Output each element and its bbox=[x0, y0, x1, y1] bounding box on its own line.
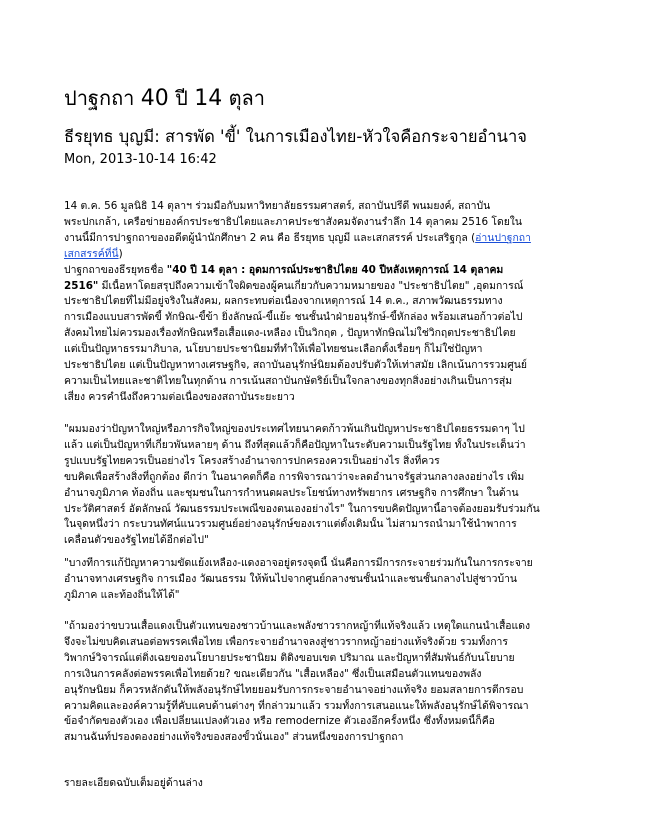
quote-line: แล้ว แต่เป็นปัญหาที่เกี่ยวพันหลายๆ ด้าน ถึงที่สุดแล้วก็คือปัญหาในระดับความเป็นรัฐไทย ทั้งในประเด็นว่า bbox=[64, 438, 526, 451]
quote-line: การเงินการคลังต่อพรรคเพื่อไทยด้วย? ขณะเดียวกัน "เสื้อเหลือง" ซึ่งเป็นเสมือนตัวแทนของพลัง bbox=[64, 667, 482, 680]
speech-title-bold-end: 2516" bbox=[64, 279, 99, 292]
intro-line bbox=[64, 247, 592, 263]
quote-line: ขบคิดเพื่อสร้างสิ่งที่ถูกต้อง ดีกว่า ในอนาคตก็คือ การพิจารณาว่าจะลดอำนาจรัฐส่วนกลางลงอย่างไร เพิ่ม bbox=[64, 470, 525, 483]
quote-line: ภูมิภาค และท้องถิ่นให้ได้" bbox=[64, 588, 180, 601]
quote-line: วิพากษ์วิจารณ์แต่ติ่งเฉยของนโยบายประชานิยม ติดิงขอบเขต ปริมาณ และปัญหาที่สัมพันธ์กับนโยบาย bbox=[64, 651, 515, 664]
quote-line: ในจุดหนึ่งว่า กระบวนทัศน์แนวรวมศูนย์อย่างอนุรักษ์ของเราแต่ดั้งเดิมนั้น ไม่สามารถนำมาใช้นำพาการ bbox=[64, 518, 517, 531]
quote-line: ข้อจำกัดของตัวเอง เพื่อเปลี่ยนแปลงตัวเอง หรือ remodernize ตัวเองอีกครั้งหนึ่ง ซึ่งทั้งหมดนี้ก็คือ bbox=[64, 715, 495, 728]
intro-line: การเมืองแบบสารพัดขี้ ทักษิณ-ขี้ข้า ยิ่งลักษณ์-ขี้แย้ะ ชนชั้นนำฝ่ายอนุรักษ์-ขี้หักล่อง พร้อมเสนอก้าวต่อไป bbox=[64, 311, 523, 324]
intro-line: พระปกเกล้า, เครือข่ายองค์กรประชาธิปไตยและภาคประชาสังคมจัดงานรำลึก 14 ตุลาคม 2516 โดยใน bbox=[64, 215, 522, 228]
quote-line: รูปแบบรัฐไทยควรเป็นอย่างไร โครงสร้างอำนาจการปกครองควรเป็นอย่างไร สิ่งที่ควร bbox=[64, 454, 440, 467]
intro-line-text: มีเนื้อหาโดยสรุปถึงความเข้าใจผิดของผู้คนเกี่ยวกับความหมายของ "ประชาธิปไตย" ,อุดมการณ์ bbox=[98, 279, 524, 292]
title-suffix: ตุลา bbox=[228, 86, 266, 110]
intro-line: สังคมไทยไม่ควรมองเรื่องทักษิณหรือเสื้อแดง-เหลือง เป็นวิกฤต , ปัญหาทักษิณไม่ใช่วิกฤตประชาธิปไตย bbox=[64, 327, 516, 340]
intro-line-text: ) bbox=[118, 247, 123, 260]
article-headline: ธีรยุทธ บุญมี: สารพัด 'ขี้' ในการเมืองไทย-หัวใจคือกระจายอำนาจ bbox=[64, 127, 527, 146]
quote-line: อำนาจทางเศรษฐกิจ การเมือง วัฒนธรรม ให้พ้นไปจากศูนย์กลางชนชั้นนำและชนชั้นกลางไปสู่ชาวบ้าน bbox=[64, 572, 518, 585]
link-read-speech[interactable]: อ่านปาฐกถา bbox=[475, 231, 531, 244]
quote-line: สมานฉันท์ปรองดองอย่างแท้จริงของสองขั้วนั่นเอง" ส่วนหนึ่งของการปาฐกถา bbox=[64, 731, 404, 744]
title-prefix: ปาฐกถา bbox=[64, 86, 135, 110]
title-number-14: 14 bbox=[194, 86, 223, 111]
quote-line: ความคิดและองค์ความรู้ที่คับแคบด้านต่างๆ ที่กล่าวมาแล้ว รวมทั้งการเสนอแนะให้พลังอนุรักษ์ได้พิจารณา bbox=[64, 699, 529, 712]
quote-line: เคลื่อนตัวของรัฐไทยได้อีกต่อไป" bbox=[64, 534, 209, 547]
intro-line: ประชาธิปไตย แต่เป็นปัญหาทางเศรษฐกิจ, สถาบันอนุรักษ์นิยมต้องปรับตัวให้เท่าสมัย เลิกเน้นการรวมศูนย์ bbox=[64, 359, 527, 372]
intro-line: ประชาธิปไตยที่ไม่มีอยู่จริงในสังคม, ผลกระทบต่อเนื่องจากเหตุการณ์ 14 ต.ค., สภาพวัฒนธรรมทาง bbox=[64, 295, 503, 308]
intro-line: ความเป็นไทยและชาติไทยในทุกด้าน การเน้นสถาบันกษัตริย์เป็นใจกลางของทุกสิ่งอย่างเกินเป็นการสุ่ม bbox=[64, 374, 513, 387]
intro-paragraph bbox=[64, 199, 592, 406]
page-title bbox=[64, 86, 265, 111]
link-seksan-here[interactable]: เสกสรรค์ที่นี่ bbox=[64, 247, 119, 260]
article-date: Mon, 2013-10-14 16:42 bbox=[64, 152, 217, 167]
quote-line: ประวัติศาสตร์ อัตลักษณ์ วัฒนธรรมประเพณีของตนเองอย่างไร" ในการขบคิดปัญหานี้อาจต้องยอมรับร่วมกัน bbox=[64, 502, 540, 515]
quote-paragraph-1 bbox=[64, 422, 592, 549]
quote-line: จึงจะไม่ขบคิดเสนอต่อพรรคเพื่อไทย เพื่อกระจายอำนาจลงสู่ชาวรากหญ้าอย่างแท้จริงด้วย รวมทั้งการ bbox=[64, 635, 508, 648]
quote-paragraph-3 bbox=[64, 619, 592, 746]
speech-title-bold: "40 ปี 14 ตุลา : อุดมการณ์ประชาธิปไตย 40 ปีหลังเหตุการณ์ 14 ตุลาคม bbox=[166, 263, 504, 276]
quote-line: "ถ้ามองว่าขบวนเสื้อแดงเป็นตัวแทนของชาวบ้านและพลังชาวรากหญ้าที่แท้จริงแล้ว เหตุใดแกนนำเสื้อแดง bbox=[64, 620, 531, 632]
intro-line bbox=[64, 263, 592, 279]
quote-line: "ผมมองว่าปัญหาใหญ่หรือภารกิจใหญ่ของประเทศไทยนาคตก้าวพ้นเกินปัญหาประชาธิปไตยธรรมดาๆ ไป bbox=[64, 423, 525, 435]
title-mid: ปี bbox=[175, 86, 188, 110]
intro-line-text: งานนี้มีการปาฐกถาของอดีตผู้นำนักศึกษา 2 คน คือ ธีรยุทธ บุญมี และเสกสรรค์ ประเสริฐกุล ( bbox=[64, 231, 476, 244]
intro-line-text: ปาฐกถาของธีรยุทธชื่อ bbox=[64, 263, 167, 276]
quote-line: อนุรักษนิยม ก็ควรหลักดันให้พลังอนุรักษ์ไทยยอมรับการกระจายอำนาจอย่างแท้จริง ยอมสลายการตีกรอบ bbox=[64, 683, 524, 696]
footer-note: รายละเอียดฉบับเต็มอยู่ด้านล่าง bbox=[64, 777, 203, 789]
title-number-40: 40 bbox=[140, 86, 169, 111]
quote-paragraph-2 bbox=[64, 556, 592, 604]
intro-line bbox=[64, 231, 592, 247]
quote-line: "บางทีการแก้ปัญหาความขัดแย้งเหลือง-แดงอาจอยู่ตรงจุดนี้ นั่นคือการมีการกระจายร่วมกันในการกระจาย bbox=[64, 557, 533, 569]
intro-line bbox=[64, 279, 592, 295]
quote-line: อำนาจภูมิภาค ท้องถิ่น และชุมชนในการกำหนดผลประโยชน์ทางทรัพยากร เศรษฐกิจ การศึกษา ในด้าน bbox=[64, 486, 519, 499]
intro-line: เสี่ยง ควรคำนึงถึงความต่อเนื่องของสถาบันระยะยาว bbox=[64, 390, 295, 403]
intro-line: 14 ต.ค. 56 มูลนิธิ 14 ตุลาฯ ร่วมมือกับมหาวิทยาลัยธรรมศาสตร์, สถาบันปรีดี พนมยงค์, สถาบัน bbox=[64, 200, 491, 212]
intro-line: แต่เป็นปัญหาธรรมาภิบาล, นโยบายประชานิยมที่ทำให้เพื่อไทยชนะเลือกตั้งเรื่อยๆ ก็ไม่ใช่ปัญหา bbox=[64, 343, 483, 356]
